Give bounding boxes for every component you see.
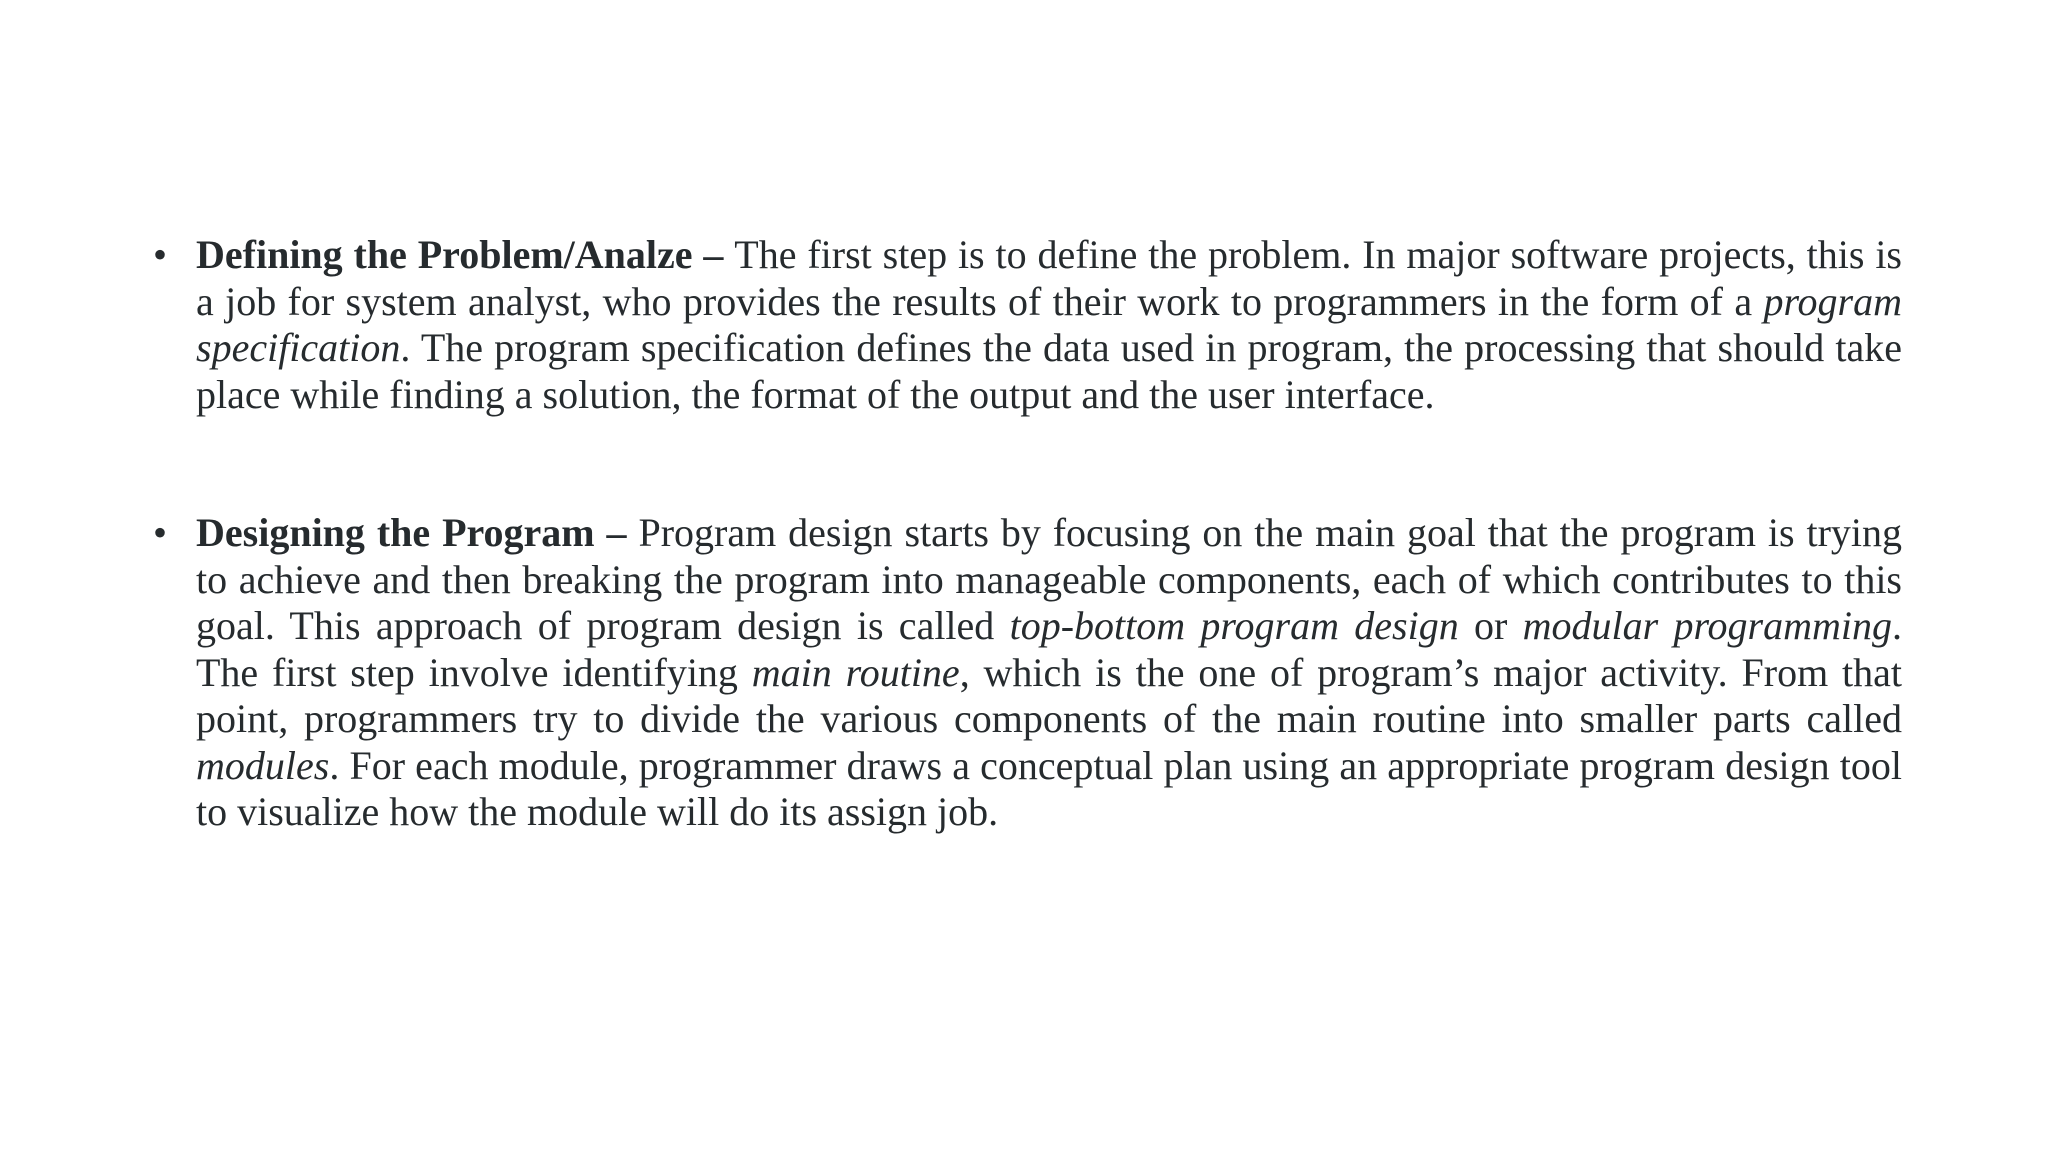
bullet-text: . The first step involve identifying <box>196 603 1903 695</box>
bullet-term: Designing the Program – <box>196 510 639 555</box>
bullet-text: Program design starts by focusing on the main goal that the program is trying to achieve and then breaking the program into manageable components, each of which contributes to this goal. This approach of program design is called <box>196 510 1903 648</box>
bullet-emphasis: program specification <box>196 278 1902 370</box>
bullet-text: . For each module, programmer draws a conceptual plan using an appropriate program design tool to visualize how the module will do its assign job. <box>196 742 1902 834</box>
bullet-emphasis: main routine <box>751 649 960 695</box>
slide-content <box>150 232 1902 836</box>
bullet-marker: • <box>153 232 168 277</box>
bullet-text: , which is the one of program’s major activity. From that point, programmers try to divide the various components of the main routine into smaller parts called <box>196 649 1903 741</box>
bullet-emphasis: modular programming <box>1522 603 1893 648</box>
bullet-text: . The program specification defines the data used in program, the processing that should take place while finding a solution, the format of the output and the user interface. <box>196 325 1902 417</box>
bullet-term: Defining the Problem/Analze – <box>196 232 735 277</box>
bullet-text: The first step is to define the problem. In major software projects, this is a job for system analyst, who provides the results of their work to programmers in the form of a <box>196 232 1903 324</box>
bullet-designing-the-program <box>150 510 1902 836</box>
bullet-emphasis: top-bottom program design <box>1009 603 1459 648</box>
bullet-emphasis: modules <box>196 742 330 788</box>
bullet-text: or <box>1458 603 1523 648</box>
bullet-defining-the-problem <box>150 232 1902 418</box>
bullet-marker: • <box>153 510 168 555</box>
